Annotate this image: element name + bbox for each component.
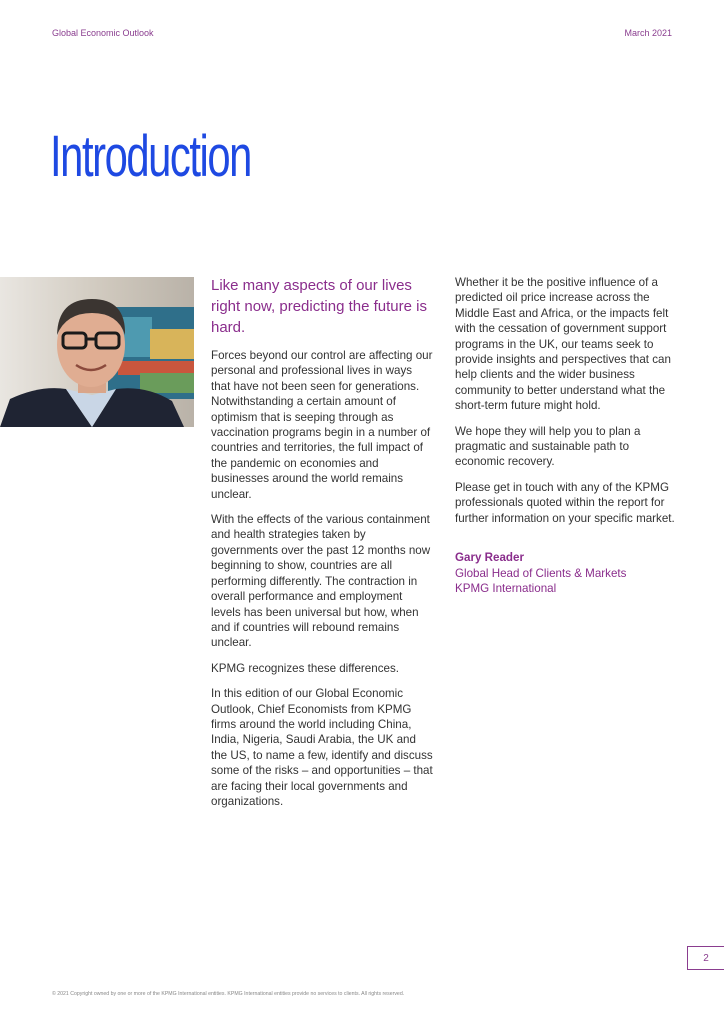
signatory-organization: KPMG International	[455, 581, 557, 595]
header-date: March 2021	[624, 28, 672, 38]
page-title: Introduction	[50, 124, 251, 189]
body-paragraph: We hope they will help you to plan a pragmatic and sustainable path to economic recovery.	[455, 424, 641, 469]
right-text-column	[455, 275, 677, 596]
signatory-name: Gary Reader	[455, 551, 524, 565]
body-paragraph: Please get in touch with any of the KPMG professionals quoted within the report for further information on your specific market.	[455, 480, 675, 525]
signatory-role: Global Head of Clients & Markets	[455, 566, 627, 580]
copyright-footer: © 2021 Copyright owned by one or more of the KPMG International entities. KPMG International entities provide no services to clients. All rights reserved.	[52, 991, 405, 997]
body-paragraph: KPMG recognizes these differences.	[211, 661, 399, 675]
author-portrait-photo	[0, 277, 194, 427]
body-paragraph: Whether it be the positive influence of a predicted oil price increase across the Middle East and Africa, or the impacts felt with the cessation of government support programs in the UK, our teams seek to provide insights and perspectives that can help clients and the wider business community to better understand what the short-term future might hold.	[455, 276, 671, 413]
left-text-column	[211, 275, 433, 819]
header-publication-title: Global Economic Outlook	[52, 28, 154, 38]
lead-statement: Like many aspects of our lives right now, predicting the future is hard.	[211, 277, 427, 336]
body-paragraph: Forces beyond our control are affecting our personal and professional lives in ways that have not been seen for generations. Notwithstanding a certain amount of optimism that is seeping through as vaccination programs begin in a number of countries and territories, the full impact of the pandemic on economies and businesses around the world remains unclear.	[211, 349, 433, 501]
signature-block	[455, 550, 677, 596]
body-paragraph: With the effects of the various containment and health strategies taken by governments over the past 12 months now beginning to show, countries are all performing differently. The contraction in overall performance and employment levels has been universal but how, when and if countries will rebound remains unclear.	[211, 513, 431, 650]
page-number: 2	[687, 946, 724, 970]
portrait-illustration	[0, 277, 194, 427]
body-paragraph: In this edition of our Global Economic Outlook, Chief Economists from KPMG firms around the world including China, India, Nigeria, Saudi Arabia, the UK and the US, to name a few, identify and discuss some of the risks – and opportunities – that are facing their local governments and organizations.	[211, 687, 433, 808]
